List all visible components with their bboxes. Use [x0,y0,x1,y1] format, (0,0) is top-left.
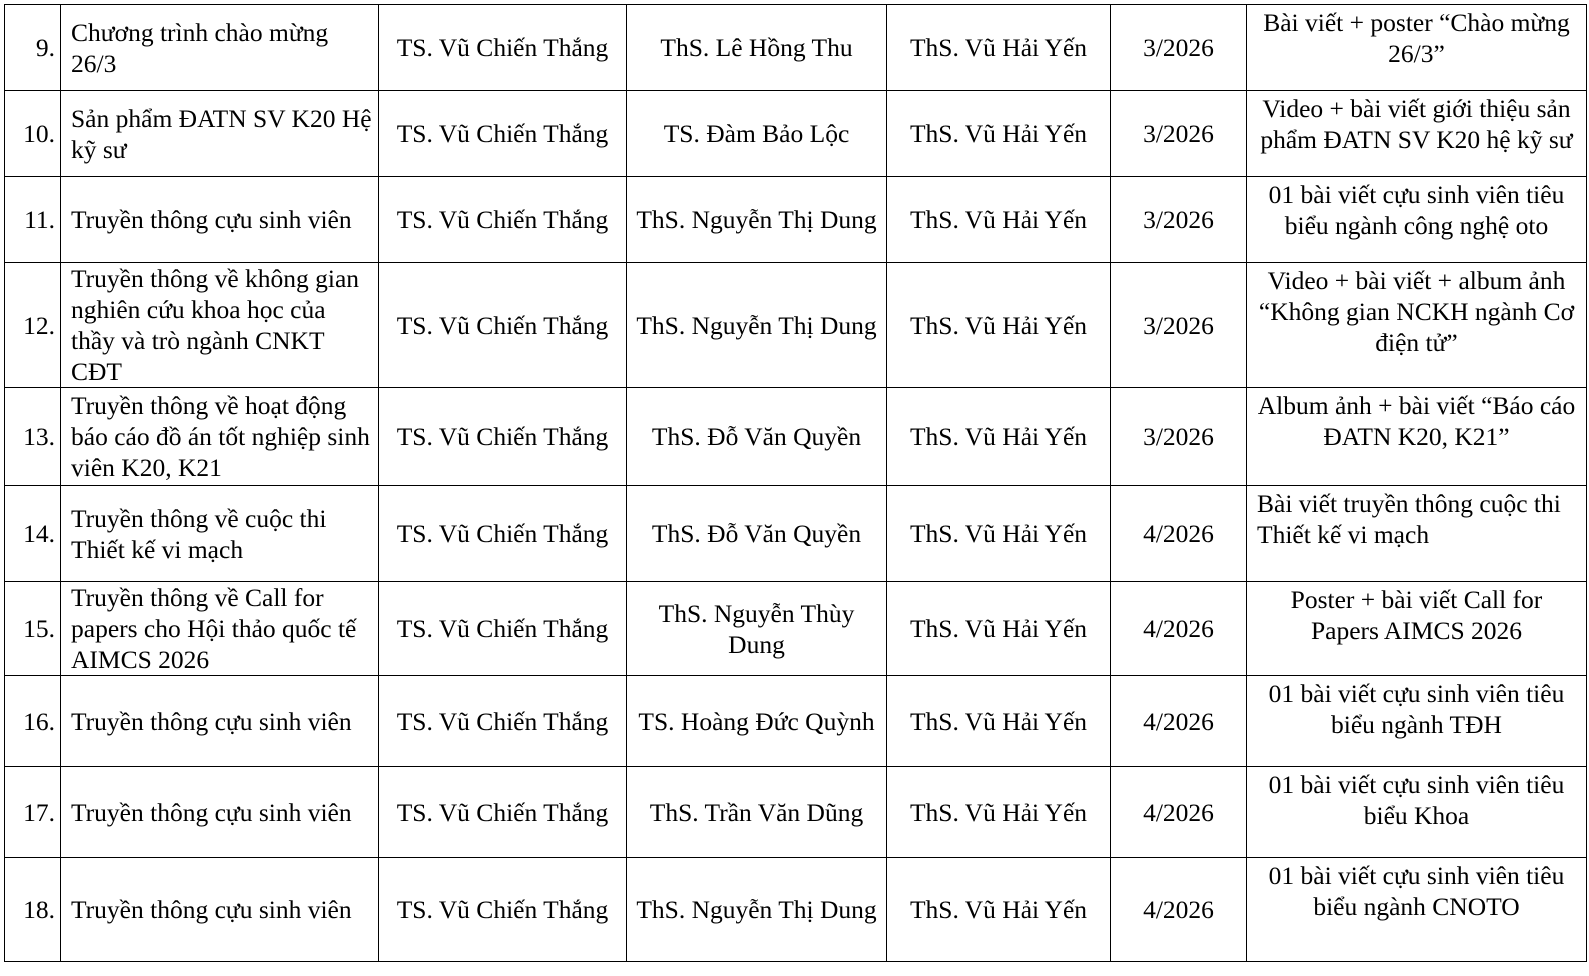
lead-cell: TS. Vũ Chiến Thắng [379,676,627,767]
row-number-cell: 18. [5,858,61,962]
time-cell: 4/2026 [1111,767,1247,858]
owner-cell: ThS. Đỗ Văn Quyền [627,486,887,582]
row-number-cell: 15. [5,582,61,676]
lead-cell: TS. Vũ Chiến Thắng [379,263,627,388]
table-row [5,91,1587,177]
coordinator-cell: ThS. Vũ Hải Yến [887,263,1111,388]
product-cell: Bài viết truyền thông cuộc thi Thiết kế vi mạch [1247,486,1587,582]
product-cell: 01 bài viết cựu sinh viên tiêu biểu ngành công nghệ oto [1247,177,1587,263]
owner-cell: ThS. Nguyễn Thùy Dung [627,582,887,676]
product-cell: Video + bài viết giới thiệu sản phẩm ĐATN SV K20 hệ kỹ sư [1247,91,1587,177]
coordinator-cell: ThS. Vũ Hải Yến [887,582,1111,676]
row-number-cell: 13. [5,388,61,486]
table-row [5,676,1587,767]
activity-name-cell: Truyền thông cựu sinh viên [61,177,379,263]
activity-name-cell: Sản phẩm ĐATN SV K20 Hệ kỹ sư [61,91,379,177]
row-number-cell: 17. [5,767,61,858]
product-cell: 01 bài viết cựu sinh viên tiêu biểu ngành TĐH [1247,676,1587,767]
time-cell: 4/2026 [1111,676,1247,767]
coordinator-cell: ThS. Vũ Hải Yến [887,858,1111,962]
owner-cell: ThS. Nguyễn Thị Dung [627,263,887,388]
owner-cell: ThS. Trần Văn Dũng [627,767,887,858]
time-cell: 4/2026 [1111,582,1247,676]
coordinator-cell: ThS. Vũ Hải Yến [887,5,1111,91]
activity-name-cell: Truyền thông cựu sinh viên [61,676,379,767]
table-row [5,858,1587,962]
owner-cell: TS. Hoàng Đức Quỳnh [627,676,887,767]
product-cell: Bài viết + poster “Chào mừng 26/3” [1247,5,1587,91]
product-cell: Video + bài viết + album ảnh “Không gian NCKH ngành Cơ điện tử” [1247,263,1587,388]
product-cell: 01 bài viết cựu sinh viên tiêu biểu Khoa [1247,767,1587,858]
activity-name-cell: Truyền thông về hoạt động báo cáo đồ án tốt nghiệp sinh viên K20, K21 [61,388,379,486]
table-body [5,5,1587,962]
lead-cell: TS. Vũ Chiến Thắng [379,388,627,486]
time-cell: 3/2026 [1111,177,1247,263]
activity-name-cell: Chương trình chào mừng 26/3 [61,5,379,91]
coordinator-cell: ThS. Vũ Hải Yến [887,388,1111,486]
activity-name-cell: Truyền thông cựu sinh viên [61,767,379,858]
coordinator-cell: ThS. Vũ Hải Yến [887,177,1111,263]
activity-name-cell: Truyền thông về Call for papers cho Hội thảo quốc tế AIMCS 2026 [61,582,379,676]
owner-cell: ThS. Đỗ Văn Quyền [627,388,887,486]
communication-plan-table [4,4,1587,962]
product-cell: Album ảnh + bài viết “Báo cáo ĐATN K20, K21” [1247,388,1587,486]
owner-cell: ThS. Lê Hồng Thu [627,5,887,91]
time-cell: 3/2026 [1111,5,1247,91]
activity-name-cell: Truyền thông về cuộc thi Thiết kế vi mạch [61,486,379,582]
product-cell: 01 bài viết cựu sinh viên tiêu biểu ngành CNOTO [1247,858,1587,962]
table-row [5,486,1587,582]
owner-cell: ThS. Nguyễn Thị Dung [627,858,887,962]
row-number-cell: 14. [5,486,61,582]
row-number-cell: 12. [5,263,61,388]
coordinator-cell: ThS. Vũ Hải Yến [887,676,1111,767]
lead-cell: TS. Vũ Chiến Thắng [379,767,627,858]
owner-cell: TS. Đàm Bảo Lộc [627,91,887,177]
table-row [5,388,1587,486]
owner-cell: ThS. Nguyễn Thị Dung [627,177,887,263]
row-number-cell: 16. [5,676,61,767]
row-number-cell: 10. [5,91,61,177]
table-row [5,263,1587,388]
time-cell: 3/2026 [1111,263,1247,388]
lead-cell: TS. Vũ Chiến Thắng [379,91,627,177]
product-cell: Poster + bài viết Call for Papers AIMCS 2026 [1247,582,1587,676]
time-cell: 4/2026 [1111,858,1247,962]
activity-name-cell: Truyền thông về không gian nghiên cứu khoa học của thầy và trò ngành CNKT CĐT [61,263,379,388]
activity-name-cell: Truyền thông cựu sinh viên [61,858,379,962]
time-cell: 3/2026 [1111,91,1247,177]
table-row [5,5,1587,91]
table-row [5,177,1587,263]
row-number-cell: 9. [5,5,61,91]
table-row [5,767,1587,858]
time-cell: 4/2026 [1111,486,1247,582]
table-row [5,582,1587,676]
lead-cell: TS. Vũ Chiến Thắng [379,5,627,91]
coordinator-cell: ThS. Vũ Hải Yến [887,767,1111,858]
lead-cell: TS. Vũ Chiến Thắng [379,582,627,676]
coordinator-cell: ThS. Vũ Hải Yến [887,486,1111,582]
coordinator-cell: ThS. Vũ Hải Yến [887,91,1111,177]
lead-cell: TS. Vũ Chiến Thắng [379,858,627,962]
lead-cell: TS. Vũ Chiến Thắng [379,177,627,263]
row-number-cell: 11. [5,177,61,263]
time-cell: 3/2026 [1111,388,1247,486]
lead-cell: TS. Vũ Chiến Thắng [379,486,627,582]
